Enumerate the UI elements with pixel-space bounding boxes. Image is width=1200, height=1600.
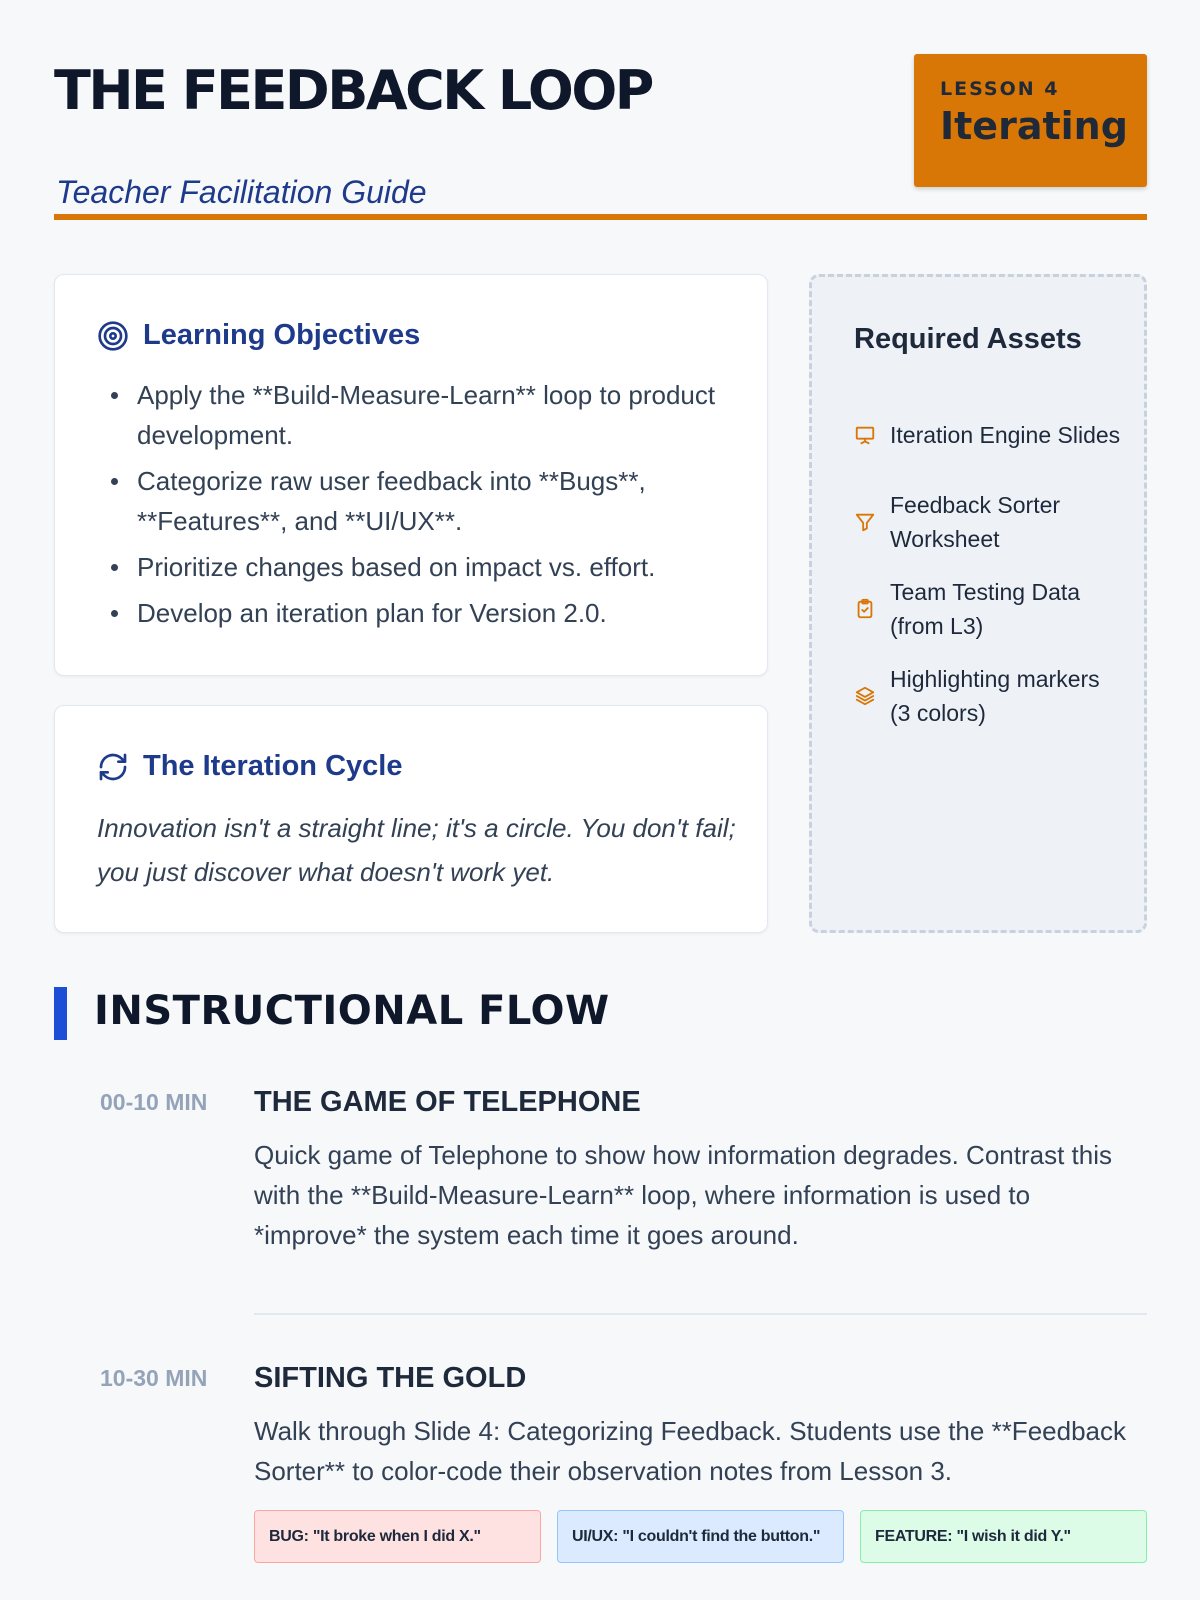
cycle-quote: Innovation isn't a straight line; it's a circle. You don't fail; you just discover what doesn't work yet. bbox=[97, 813, 736, 887]
assets-list bbox=[854, 391, 1124, 739]
objective-item: Apply the **Build-Measure-Learn** loop to product development. bbox=[137, 375, 737, 455]
asset-item bbox=[854, 391, 1124, 478]
target-icon bbox=[97, 320, 129, 352]
filter-icon bbox=[854, 511, 876, 533]
header-divider bbox=[54, 214, 1147, 220]
asset-item bbox=[854, 652, 1124, 739]
section-title: INSTRUCTIONAL FLOW bbox=[94, 988, 610, 1034]
lesson-label: LESSON 4 bbox=[940, 78, 1060, 100]
feature-tag: FEATURE: "I wish it did Y." bbox=[860, 1510, 1147, 1563]
step-title: THE GAME OF TELEPHONE bbox=[254, 1086, 641, 1118]
refresh-icon bbox=[97, 751, 129, 783]
page-title: THE FEEDBACK LOOP bbox=[54, 59, 652, 122]
learning-objectives-card bbox=[54, 274, 768, 676]
feedback-category-tags bbox=[254, 1510, 1147, 1563]
section-accent-bar bbox=[54, 987, 67, 1040]
asset-label: Team Testing Data (from L3) bbox=[890, 578, 1081, 639]
step-title: SIFTING THE GOLD bbox=[254, 1362, 527, 1394]
iteration-cycle-card bbox=[54, 705, 768, 933]
asset-label: Feedback Sorter Worksheet bbox=[890, 491, 1061, 552]
layers-icon bbox=[854, 685, 876, 707]
step-time: 10-30 MIN bbox=[100, 1365, 208, 1391]
clipboard-check-icon bbox=[854, 598, 876, 620]
cycle-heading bbox=[97, 750, 402, 783]
cycle-title: The Iteration Cycle bbox=[143, 750, 403, 782]
step-divider bbox=[254, 1313, 1147, 1315]
presentation-icon bbox=[854, 424, 876, 446]
step-time: 00-10 MIN bbox=[100, 1089, 208, 1115]
required-assets-panel bbox=[809, 274, 1147, 933]
objective-item: Categorize raw user feedback into **Bugs**, **Features**, and **UI/UX**. bbox=[137, 461, 737, 541]
page-header bbox=[54, 52, 1147, 220]
assets-title: Required Assets bbox=[854, 323, 1082, 355]
asset-item bbox=[854, 565, 1124, 652]
asset-item bbox=[854, 478, 1124, 565]
objectives-heading bbox=[97, 319, 420, 352]
bug-tag: BUG: "It broke when I did X." bbox=[254, 1510, 541, 1563]
page-subtitle: Teacher Facilitation Guide bbox=[56, 174, 427, 210]
objective-item: Prioritize changes based on impact vs. effort. bbox=[137, 547, 737, 587]
objectives-title: Learning Objectives bbox=[143, 319, 421, 351]
asset-label: Highlighting markers (3 colors) bbox=[890, 665, 1100, 726]
step-description: Quick game of Telephone to show how information degrades. Contrast this with the **Build-Measure-Learn** loop, where information is used to *improve* the system each time it goes around. bbox=[254, 1140, 1112, 1250]
ui-ux-tag: UI/UX: "I couldn't find the button." bbox=[557, 1510, 844, 1563]
asset-label: Iteration Engine Slides bbox=[890, 421, 1121, 448]
objectives-list bbox=[137, 375, 737, 639]
lesson-name: Iterating bbox=[940, 104, 1128, 148]
step-description: Walk through Slide 4: Categorizing Feedback. Students use the **Feedback Sorter** to color-code their observation notes from Lesson 3. bbox=[254, 1416, 1126, 1486]
lesson-badge bbox=[914, 54, 1147, 187]
objective-item: Develop an iteration plan for Version 2.0. bbox=[137, 593, 737, 633]
